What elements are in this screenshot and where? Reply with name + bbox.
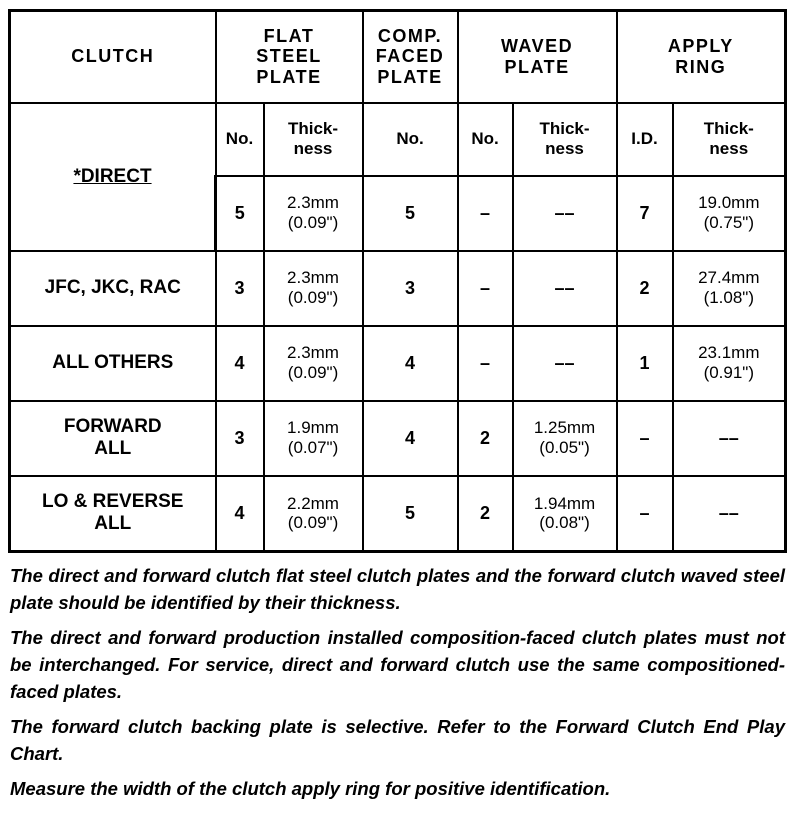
- waved-no: –: [458, 326, 513, 401]
- waved-thickness: ––: [513, 251, 617, 326]
- clutch-name: JFC, JKC, RAC: [10, 251, 216, 326]
- subheader-apply-id: I.D.: [617, 103, 673, 176]
- clutch-name: ALL OTHERS: [10, 326, 216, 401]
- apply-thickness: ––: [673, 401, 786, 476]
- comp-no: 4: [363, 326, 458, 401]
- apply-id: –: [617, 401, 673, 476]
- flat-no: 4: [216, 476, 264, 552]
- flat-thickness: 2.3mm (0.09"): [264, 251, 363, 326]
- comp-no: 3: [363, 251, 458, 326]
- direct-comp-no: 5: [363, 176, 458, 251]
- direct-apply-thickness: 19.0mm (0.75"): [673, 176, 786, 251]
- clutch-plate-spec-table: [8, 9, 787, 553]
- header-flat-steel-plate: FLAT STEEL PLATE: [216, 11, 363, 103]
- note-paragraph: Measure the width of the clutch apply ring for positive identification.: [10, 778, 611, 799]
- direct-waved-no: –: [458, 176, 513, 251]
- waved-no: 2: [458, 476, 513, 552]
- note-paragraph: The forward clutch backing plate is selective. Refer to the Forward Clutch End Play Chart.: [10, 716, 785, 764]
- clutch-name: LO & REVERSE ALL: [10, 476, 216, 552]
- apply-id: 2: [617, 251, 673, 326]
- subheader-apply-thickness: Thick- ness: [673, 103, 786, 176]
- table-row: [10, 401, 786, 476]
- waved-thickness: ––: [513, 326, 617, 401]
- subheader-flat-thickness: Thick- ness: [264, 103, 363, 176]
- apply-id: 1: [617, 326, 673, 401]
- note-paragraph: The direct and forward clutch flat steel clutch plates and the forward clutch waved steel plate should be identified by their thickness.: [10, 565, 785, 613]
- notes-section: [10, 562, 785, 810]
- clutch-name: FORWARD ALL: [10, 401, 216, 476]
- apply-thickness: ––: [673, 476, 786, 552]
- flat-thickness: 1.9mm (0.07"): [264, 401, 363, 476]
- clutch-name-direct: *DIRECT: [73, 165, 152, 187]
- waved-no: –: [458, 251, 513, 326]
- apply-thickness: 27.4mm (1.08"): [673, 251, 786, 326]
- direct-flat-thickness: 2.3mm (0.09"): [264, 176, 363, 251]
- subheader-flat-no: No.: [216, 103, 264, 176]
- header-waved-plate: WAVED PLATE: [458, 11, 617, 103]
- direct-apply-id: 7: [617, 176, 673, 251]
- table-row: [10, 251, 786, 326]
- header-apply-ring: APPLY RING: [617, 11, 786, 103]
- flat-thickness: 2.3mm (0.09"): [264, 326, 363, 401]
- flat-thickness: 2.2mm (0.09"): [264, 476, 363, 552]
- direct-flat-no: 5: [216, 176, 264, 251]
- header-row: [10, 11, 786, 103]
- comp-no: 5: [363, 476, 458, 552]
- header-clutch: CLUTCH: [10, 11, 216, 103]
- subheader-waved-no: No.: [458, 103, 513, 176]
- waved-no: 2: [458, 401, 513, 476]
- comp-no: 4: [363, 401, 458, 476]
- waved-thickness: 1.94mm (0.08"): [513, 476, 617, 552]
- direct-waved-thickness: ––: [513, 176, 617, 251]
- subheader-waved-thickness: Thick- ness: [513, 103, 617, 176]
- waved-thickness: 1.25mm (0.05"): [513, 401, 617, 476]
- table-row: [10, 326, 786, 401]
- flat-no: 4: [216, 326, 264, 401]
- apply-id: –: [617, 476, 673, 552]
- flat-no: 3: [216, 251, 264, 326]
- flat-no: 3: [216, 401, 264, 476]
- note-paragraph: The direct and forward production installed composition-faced clutch plates must not be interchanged. For service, direct and forward clutch use the same compositioned-faced plates.: [10, 627, 785, 702]
- apply-thickness: 23.1mm (0.91"): [673, 326, 786, 401]
- subheader-comp-no: No.: [363, 103, 458, 176]
- subheader-row: [10, 103, 786, 176]
- table-row: [10, 476, 786, 552]
- header-comp-faced-plate: COMP. FACED PLATE: [363, 11, 458, 103]
- clutch-cell-direct: [10, 103, 216, 251]
